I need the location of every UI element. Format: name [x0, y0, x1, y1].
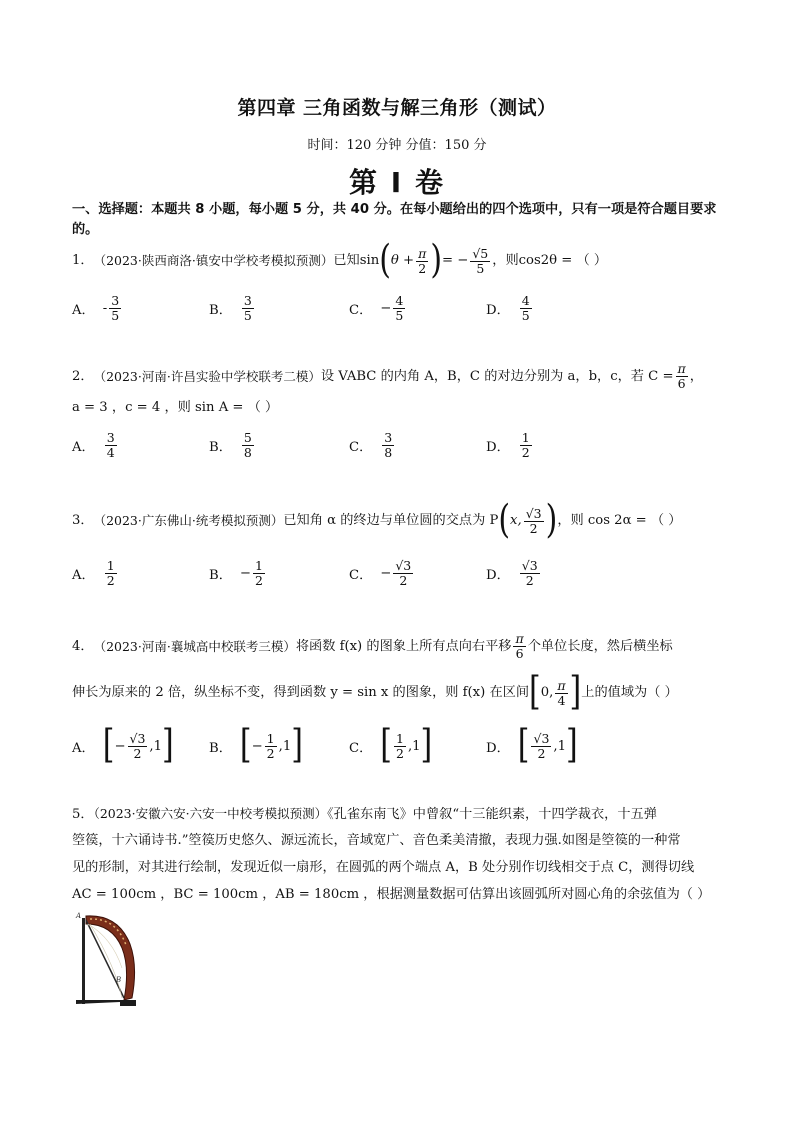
fraction [109, 294, 121, 323]
fraction-num: √3 [533, 730, 550, 746]
question-source: （2023·陕西商洛·镇安中学校考模拟预测） [93, 253, 334, 268]
fraction [382, 431, 394, 460]
option-label: C． [349, 439, 373, 455]
fraction-num: √3 [525, 505, 542, 521]
option-b[interactable] [209, 425, 256, 465]
question-number: 1． [72, 253, 94, 268]
fraction [555, 679, 567, 708]
option-sign: − [239, 565, 251, 581]
paren-right: ) [545, 497, 558, 544]
question-text: 箜篌，十六诵诗书.”箜篌历史悠久、源远流长，音域宽广、音色柔美清撤，表现力强.如图是箜篌的一种常 [72, 833, 681, 848]
fraction [253, 559, 265, 588]
question-source: （2023·河南·许昌实验中学校联考二模） [93, 368, 321, 384]
fraction-den: 2 [106, 572, 115, 588]
bracket-right: ] [162, 722, 174, 769]
konghou-arc [86, 916, 135, 1000]
option-label: D． [486, 439, 510, 455]
option-label: C． [349, 740, 373, 756]
fraction-num: 3 [384, 429, 393, 445]
bracket-right: ] [291, 722, 303, 769]
fraction [105, 431, 117, 460]
options-q1 [72, 288, 732, 328]
fraction [676, 362, 688, 391]
fraction-den: 5 [111, 307, 120, 323]
bracket-left: [ [529, 669, 541, 716]
math-theta: θ + [390, 253, 415, 268]
fraction-num: 1 [106, 557, 115, 573]
paren-left: ( [498, 497, 511, 544]
fraction-den: 5 [521, 307, 530, 323]
option-label: C． [349, 302, 373, 318]
fraction-den: 2 [529, 520, 538, 536]
label-a: A [76, 912, 82, 920]
option-label: D． [486, 740, 510, 756]
option-label: B． [209, 439, 232, 455]
fraction-num: 1 [266, 730, 275, 746]
fraction-num: π [557, 677, 566, 693]
question-number: 3． [72, 513, 94, 528]
fraction-den: 2 [537, 745, 546, 761]
exam-meta: 时间：120 分钟 分值：150 分 [307, 138, 487, 153]
option-b[interactable] [209, 288, 256, 328]
option-tail: ,1 [149, 738, 163, 754]
fraction [242, 431, 254, 460]
fraction [416, 247, 428, 276]
fraction-den: 2 [254, 572, 263, 588]
bracket-left: [ [239, 722, 252, 769]
fraction [520, 559, 540, 588]
fraction-den: 2 [399, 572, 408, 588]
option-sign: − [380, 300, 392, 316]
konghou-post [82, 918, 85, 1004]
label-b: B [116, 976, 122, 984]
konghou-base [76, 1000, 136, 1006]
math-func: sin [359, 253, 380, 268]
fraction-num: 4 [395, 292, 404, 308]
fraction-den: 4 [106, 444, 115, 460]
fraction-num: 3 [106, 429, 115, 445]
option-label: B． [209, 740, 232, 756]
fraction [393, 294, 405, 323]
option-label: B． [209, 567, 232, 583]
question-ask: cos2θ = （ ） [518, 253, 608, 268]
option-a[interactable] [72, 722, 174, 769]
fraction-num: 3 [111, 292, 120, 308]
option-a[interactable] [72, 425, 119, 465]
option-c[interactable] [349, 288, 407, 328]
fraction-den: 8 [384, 444, 393, 460]
question-text: 将函数 f(x) 的图象上所有点向右平移 [295, 638, 512, 654]
bracket-left: [ [380, 722, 392, 769]
question-text: ，则 [492, 253, 519, 268]
paren-right: ) [430, 237, 443, 284]
fraction [394, 732, 406, 761]
option-sign: - [102, 300, 108, 316]
fraction-num: π [515, 631, 524, 646]
fraction-num: 5 [243, 429, 252, 445]
option-c[interactable] [349, 553, 415, 593]
fraction-den: 6 [677, 376, 686, 391]
paren-left: ( [379, 237, 391, 284]
fraction-den: 4 [557, 692, 566, 708]
fraction-den: 5 [395, 307, 404, 323]
section-instructions: 一、选择题：本题共 8 小题，每小题 5 分，共 40 分。在每小题给出的四个选项中，只有一项是符合题目要求的。 [72, 202, 717, 237]
bracket-left: [ [517, 722, 530, 769]
option-a[interactable] [72, 288, 123, 328]
math-eq: = − [442, 253, 469, 268]
fraction-den: 5 [476, 260, 485, 276]
fraction-den: 2 [133, 745, 142, 761]
fraction-num: 4 [521, 292, 530, 308]
fraction-den: 2 [396, 745, 404, 761]
question-source: （2023·安徽六安·六安一中校考模拟预测） [93, 806, 328, 821]
options-q2 [72, 425, 732, 465]
option-b[interactable] [209, 722, 303, 769]
fraction [520, 431, 532, 460]
math-var: x, [510, 513, 522, 528]
question-source: （2023·河南·襄城高中校联考三模） [93, 638, 296, 654]
options-q4 [72, 722, 732, 769]
question-text: 《孔雀东南飞》中曾叙“十三能织素，十四学裁衣，十五弹 [327, 807, 657, 822]
option-label: D． [486, 302, 510, 318]
question-text: a = 3 ，c = 4 ，则 sin A = （ ） [72, 400, 279, 415]
fraction-den: 2 [418, 260, 427, 276]
fraction [513, 632, 525, 661]
konghou-image [72, 908, 152, 1012]
option-sign: − [114, 738, 126, 754]
fraction [393, 559, 413, 588]
option-label: A． [72, 302, 95, 318]
volume-heading: 第 I 卷 [349, 166, 445, 199]
option-label: B． [209, 302, 232, 318]
option-d[interactable] [486, 425, 534, 465]
option-tail: ,1 [553, 738, 566, 754]
fraction-num: 1 [521, 429, 530, 445]
question-number: 4． [72, 638, 94, 654]
option-label: A． [72, 740, 95, 756]
fraction-num: 3 [243, 292, 252, 308]
option-label: C． [349, 567, 373, 583]
option-d[interactable] [486, 288, 534, 328]
question-text: 已知 [333, 253, 360, 268]
option-tail: ,1 [278, 738, 292, 754]
option-label: A． [72, 567, 95, 583]
option-sign: − [380, 565, 392, 581]
option-c[interactable] [349, 722, 433, 769]
option-tail: ,1 [407, 738, 421, 754]
option-d[interactable] [486, 722, 578, 769]
question-text: 已知角 α 的终边与单位圆的交点为 P [283, 513, 499, 528]
fraction [524, 507, 544, 536]
fraction-num: √3 [129, 730, 146, 746]
fraction-den: 2 [525, 572, 534, 588]
question-text: AC = 100cm ，BC = 100cm ，AB = 180cm ，根据测量数据可估算出该圆弧所对圆心角的余弦值为（ ） [72, 887, 711, 902]
fraction-num: π [677, 361, 686, 376]
fraction-den: 8 [243, 444, 252, 460]
option-a[interactable] [72, 553, 119, 593]
math-interval: 0, [540, 685, 554, 700]
bracket-right: ] [566, 722, 578, 769]
fraction [128, 732, 148, 761]
bracket-right: ] [420, 722, 433, 769]
question-number: 2． [72, 368, 94, 384]
fraction-num: √3 [521, 557, 538, 573]
fraction-num: √5 [472, 245, 489, 261]
question-number: 5． [72, 807, 94, 822]
question-text: 见的形制，对其进行绘制，发现近似一扇形，在圆弧的两个端点 A，B 处分别作切线相交于点 C，测得切线 [72, 860, 695, 875]
fraction-den: 5 [243, 307, 252, 323]
question-source: （2023·广东佛山·统考模拟预测） [93, 513, 284, 528]
fraction [242, 294, 254, 323]
fraction [470, 247, 490, 276]
question-text: 设 VABC 的内角 A，B，C 的对边分别为 a，b，c，若 C = [320, 368, 674, 384]
question-ask: 上的值域为（ ） [581, 685, 678, 700]
fraction-num: 1 [396, 730, 404, 746]
bracket-left: [ [102, 722, 115, 769]
fraction-num: π [418, 245, 427, 261]
fraction [520, 294, 532, 323]
option-label: A． [72, 439, 95, 455]
question-ask: ，则 cos 2α = （ ） [557, 513, 682, 528]
option-sign: − [251, 738, 263, 754]
question-text: 伸长为原来的 2 倍，纵坐标不变，得到函数 y = sin x 的图象，则 f(x) 在区间 [72, 685, 530, 700]
option-b[interactable] [209, 553, 267, 593]
fraction-den: 2 [521, 444, 530, 460]
question-text: ， [689, 368, 703, 384]
fraction-num: √3 [395, 557, 412, 573]
fraction [265, 732, 277, 761]
bracket-right: ] [569, 669, 582, 716]
page-title: 第四章 三角函数与解三角形（测试） [237, 97, 557, 119]
options-q3 [72, 553, 732, 593]
fraction [531, 732, 551, 761]
option-label: D． [486, 567, 510, 583]
option-c[interactable] [349, 425, 396, 465]
fraction-num: 1 [254, 557, 263, 573]
fraction [105, 559, 117, 588]
fraction-den: 6 [515, 646, 524, 661]
question-text: 个单位长度，然后横坐标 [527, 638, 673, 654]
option-d[interactable] [486, 553, 542, 593]
fraction-den: 2 [266, 745, 275, 761]
